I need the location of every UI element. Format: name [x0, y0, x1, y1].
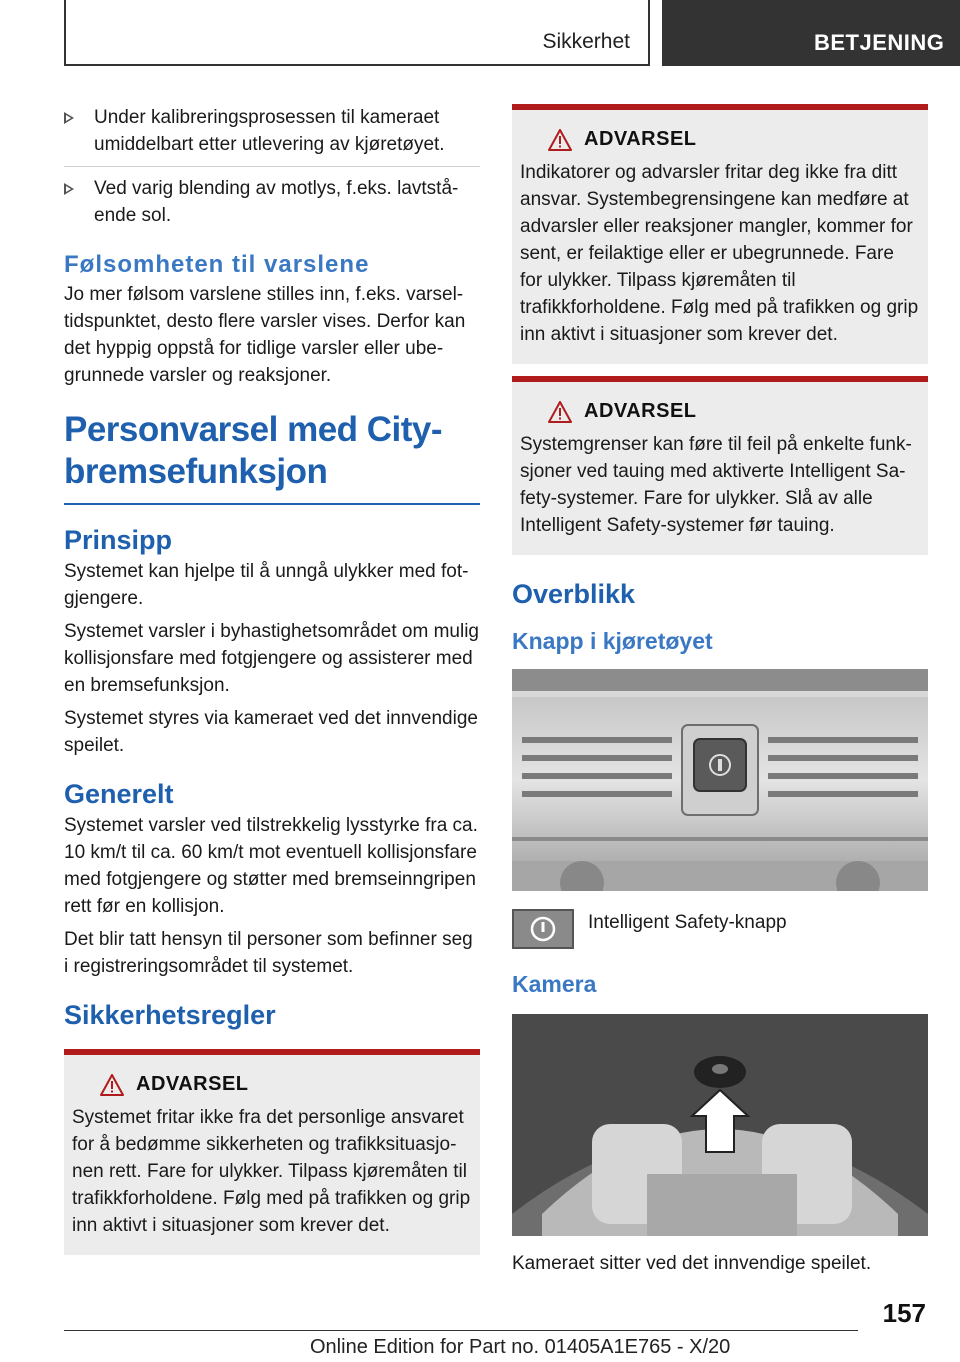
header-frame	[64, 0, 650, 66]
warning-box	[512, 104, 928, 364]
overview-heading: Overblikk	[512, 579, 636, 609]
warning-box	[64, 1049, 480, 1255]
general-paragraph-2: Det blir tatt hensyn til personer som befinner seg i registreringsområdet til systemet.	[64, 929, 473, 977]
warning-title-row	[520, 400, 920, 423]
header-chapter: BETJENING	[662, 0, 960, 66]
principle-paragraph-2: Systemet varsler i byhastighetsområdet om mulig kollisjonsfare med fotgjengere og assisterer med en bremsefunksjon.	[64, 621, 479, 696]
main-title: Personvarsel med City-bremsefunksjon	[64, 409, 480, 505]
button-legend-row	[512, 909, 928, 949]
principle-heading: Prinsipp	[64, 525, 173, 555]
warning-triangle-icon	[548, 401, 572, 423]
camera-heading: Kamera	[512, 971, 597, 997]
footer-edition: Online Edition for Part no. 01405A1E765 - X/20	[310, 1336, 731, 1358]
warning-title-row	[520, 128, 920, 151]
warning-title: ADVARSEL	[584, 400, 697, 422]
sensitivity-text: Jo mer følsom varslene stilles inn, f.eks. varseltidspunktet, desto flere varsler vises. Derfor kan det hyppig oppstå for tidlige varsler eller ubegrunnede varsler og reaksjoner.	[64, 284, 466, 386]
warning-text: Systemgrenser kan føre til feil på enkelte funksjoner ved tauing med aktiverte Intelligent Safety-systemer. Fare for ulykker. Slå av alle Intelligent Safety-systemer før tauing.	[520, 434, 912, 536]
triangle-bullet-icon	[64, 183, 74, 195]
safety-heading: Sikkerhetsregler	[64, 1000, 276, 1030]
footer-divider	[64, 1330, 858, 1331]
left-column	[64, 104, 480, 1255]
windshield-camera-photo	[512, 1014, 928, 1236]
camera-caption: Kameraet sitter ved det innvendige speilet.	[512, 1253, 872, 1274]
intelligent-safety-button-icon	[512, 909, 574, 949]
page-number: 157	[882, 1298, 926, 1328]
principle-paragraph-3: Systemet styres via kameraet ved det innvendige speilet.	[64, 708, 478, 756]
general-heading: Generelt	[64, 779, 174, 809]
warning-triangle-icon	[548, 129, 572, 151]
bullet-item: Under kalibreringsprosessen til kameraet umiddelbart etter utlevering av kjøretøyet.	[64, 104, 480, 167]
button-heading: Knapp i kjøretøyet	[512, 628, 713, 654]
dashboard-button-photo	[512, 669, 928, 891]
header-section: Sikkerhet	[542, 30, 630, 53]
warning-title: ADVARSEL	[584, 128, 697, 150]
warning-box	[512, 376, 928, 555]
warning-text: Indikatorer og advarsler fritar deg ikke fra ditt ansvar. Systembegrensingene kan medføre at advarsler eller reaksjoner mangler, kommer for sent, er feilaktige eller er ubegrunnede. Fare for ulykker. Tilpass kjøremåten til trafikkforholdene. Følg med på trafikken og grip inn aktivt i situasjoner som krever det.	[520, 162, 919, 345]
general-paragraph-1: Systemet varsler ved tilstrekkelig lysstyrke fra ca. 10 km/t til ca. 60 km/t mot eventuell kollisjonsfare med fotgjengere og støtter med bremseinngripen rett før en kollisjon.	[64, 815, 478, 917]
bullet-item: Ved varig blending av motlys, f.eks. lavtstående sol.	[64, 175, 480, 237]
warning-triangle-icon	[100, 1074, 124, 1096]
warning-text: Systemet fritar ikke fra det personlige ansvaret for å bedømme sikkerheten og trafikksituasjonen rett. Fare for ulykker. Tilpass kjøremåten til trafikkforholdene. Følg med på trafikken og grip inn aktivt i situasjoner som krever det.	[72, 1107, 471, 1236]
principle-paragraph-1: Systemet kan hjelpe til å unngå ulykker med fotgjengere.	[64, 561, 469, 609]
right-column	[512, 104, 928, 1283]
triangle-bullet-icon	[64, 112, 74, 124]
warning-title: ADVARSEL	[136, 1073, 249, 1095]
button-label: Intelligent Safety-knapp	[588, 912, 787, 933]
bullet-list	[64, 104, 480, 237]
sensitivity-heading: Følsomheten til varslene	[64, 251, 370, 278]
warning-title-row	[72, 1073, 472, 1096]
